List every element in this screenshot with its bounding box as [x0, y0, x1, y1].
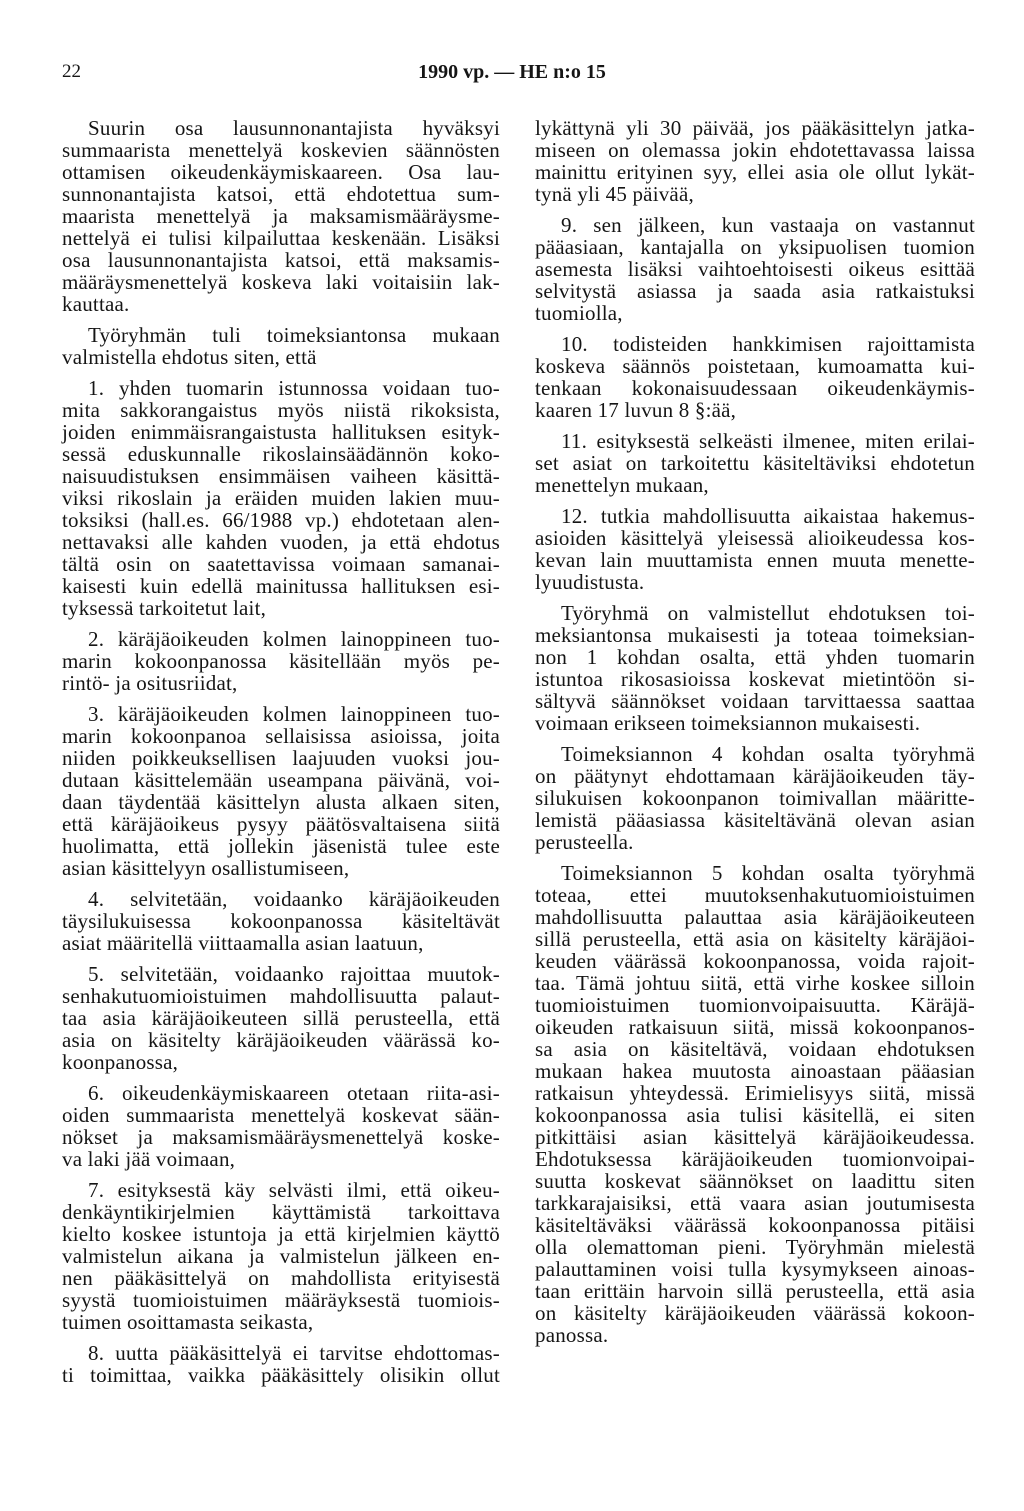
text-line: käsiteltäväksi väärässä kokoonpanossa pitäisi	[535, 1213, 975, 1237]
text-line: rintö- ja ositusriidat,	[62, 671, 238, 695]
paragraph	[535, 117, 975, 205]
text-line: marin kokoonpanoa sellaisissa asioissa, joita	[62, 724, 500, 748]
text-line: täysilukuisessa kokoonpanossa käsiteltävät	[62, 909, 500, 933]
text-line: lemistä pääasiassa käsiteltävänä olevan asian	[535, 808, 975, 832]
text-line: sa asia on käsiteltävä, voidaan ehdotuksen	[535, 1037, 975, 1061]
text-line: Työryhmän tuli toimeksiantonsa mukaan	[88, 323, 500, 347]
text-line: pääasiaan, kantajalla on yksipuolisen tuomion	[535, 235, 975, 259]
text-line: selvitystä asiassa ja saada asia ratkaistuksi	[535, 279, 975, 303]
text-line: taa. Tämä johtuu siitä, että virhe koskee silloin	[535, 971, 975, 995]
paragraph	[535, 862, 975, 1346]
paragraph	[62, 324, 500, 368]
text-line: lyuudistusta.	[535, 570, 645, 594]
text-line: ti toimittaa, vaikka pääkäsittely olisikin ollut	[62, 1363, 500, 1387]
text-line: kielto koskee istuntoja ja että kirjelmien käyttö	[62, 1222, 500, 1246]
running-header: 1990 vp. — HE n:o 15	[418, 61, 606, 83]
text-line: senhakutuomioistuimen mahdollisuutta palaut-	[62, 984, 500, 1008]
text-line: 5. selvitetään, voidaanko rajoittaa muutok-	[88, 962, 500, 986]
text-line: nen pääkäsittelyä on mahdollista erityisestä	[62, 1266, 500, 1290]
text-line: taan erittäin harvoin sillä perusteella, että asia	[535, 1279, 975, 1303]
text-line: Toimeksiannon 5 kohdan osalta työryhmä	[561, 861, 975, 885]
paragraph	[62, 628, 500, 694]
text-line: asiat määritellä viittaamalla asian laatuun,	[62, 931, 424, 955]
text-line: mainittu erityinen syy, ellei asia ole ollut lykät-	[535, 160, 975, 184]
text-line: toksiksi (hall.es. 66/1988 vp.) ehdotetaan alen-	[62, 508, 500, 532]
text-line: valmistelun aikana ja valmistelun jälkeen en-	[62, 1244, 500, 1268]
text-line: tuomioistuimen tuomionvoipaisuutta. Käräjä-	[535, 993, 975, 1017]
text-line: kaisesti kuin edellä mainitussa hallituksen esi-	[62, 574, 500, 598]
text-line: oiden summaarista menettelyä koskevat sään-	[62, 1103, 500, 1127]
text-line: set asiat on tarkoitettu käsiteltäviksi ehdotetun	[535, 451, 975, 475]
text-line: 11. esityksestä selkeästi ilmenee, miten erilai-	[561, 429, 975, 453]
text-line: nettavaksi alle kahden vuoden, ja että ehdotus	[62, 530, 500, 554]
text-line: istuntoa rikosasioissa koskevat mietintöön si-	[535, 667, 975, 691]
right-column	[535, 117, 975, 1346]
text-line: 12. tutkia mahdollisuutta aikaistaa hakemus-	[561, 504, 975, 528]
text-line: nökset ja maksamismääräysmenettelyä koske-	[62, 1125, 500, 1149]
paragraph	[62, 1179, 500, 1333]
text-line: Työryhmä on valmistellut ehdotuksen toi-	[561, 601, 975, 625]
paragraph	[62, 703, 500, 879]
text-line: Toimeksiannon 4 kohdan osalta työryhmä	[561, 742, 975, 766]
text-line: 3. käräjäoikeuden kolmen lainoppineen tuo-	[88, 702, 500, 726]
text-line: maarista menettelyä ja maksamismääräysme-	[62, 204, 500, 228]
text-line: valmistella ehdotus siten, että	[62, 345, 317, 369]
text-line: 4. selvitetään, voidaanko käräjäoikeuden	[88, 887, 500, 911]
text-line: koonpanossa,	[62, 1050, 179, 1074]
paragraph	[535, 602, 975, 734]
text-line: pitkittäisi asian käsittelyä käräjäoikeudessa.	[535, 1125, 975, 1149]
text-line: lykättynä yli 30 päivää, jos pääkäsittelyn jatka-	[535, 116, 975, 140]
text-line: on päätynyt ehdottamaan käräjäoikeuden täy-	[535, 764, 975, 788]
text-line: tynä yli 45 päivää,	[535, 182, 694, 206]
text-line: kevan lain muuttamista ennen muuta menette-	[535, 548, 975, 572]
left-column	[62, 117, 500, 1386]
text-line: tenkaan kokonaisuudessaan oikeudenkäymis-	[535, 376, 975, 400]
paragraph	[62, 377, 500, 619]
text-line: keuden väärässä kokoonpanossa, voida rajoit-	[535, 949, 975, 973]
text-line: tuimen osoittamasta seikasta,	[62, 1310, 314, 1334]
text-line: panossa.	[535, 1323, 609, 1347]
text-line: asemesta lisäksi vaihtoehtoisesti oikeus esittää	[535, 257, 975, 281]
text-line: dutaan käsittelemään useampana päivänä, voi-	[62, 768, 500, 792]
text-line: kauttaa.	[62, 292, 130, 316]
text-line: 8. uutta pääkäsittelyä ei tarvitse ehdottomas-	[88, 1341, 500, 1365]
text-line: asioiden käsittelyä yleisessä alioikeudessa kos-	[535, 526, 975, 550]
text-line: miseen on olemassa jokin ehdotettavassa laissa	[535, 138, 975, 162]
text-line: silukuisen kokoonpanon toimivallan määritte-	[535, 786, 975, 810]
text-line: viksi rikoslain ja eräiden muiden lakien muu-	[62, 486, 500, 510]
text-line: osa lausunnonantajista katsoi, että maksamis-	[62, 248, 500, 272]
text-line: toteaa, ettei muutoksenhakutuomioistuimen	[535, 883, 975, 907]
text-line: tältä osin on saatettavissa voimaan samanai-	[62, 552, 500, 576]
text-line: taa asia käräjäoikeuteen sillä perusteella, että	[62, 1006, 500, 1030]
text-line: on käsitelty käräjäoikeuden väärässä kokoon-	[535, 1301, 975, 1325]
text-line: 1. yhden tuomarin istunnossa voidaan tuo-	[88, 376, 500, 400]
text-line: naisuudistuksen ensimmäisen vaiheen käsittä-	[62, 464, 500, 488]
text-line: 9. sen jälkeen, kun vastaaja on vastannut	[561, 213, 975, 237]
text-line: ottamisen oikeudenkäymiskaareen. Osa lau-	[62, 160, 500, 184]
paragraph	[535, 333, 975, 421]
text-line: 6. oikeudenkäymiskaareen otetaan riita-asi-	[88, 1081, 500, 1105]
paragraph	[62, 963, 500, 1073]
text-line: syystä tuomioistuimen määräyksestä tuomiois-	[62, 1288, 500, 1312]
text-line: Ehdotuksessa käräjäoikeuden tuomionvoipai-	[535, 1147, 975, 1171]
text-line: määräysmenettelyä koskeva laki voitaisiin lak-	[62, 270, 500, 294]
text-line: suutta koskevat säännökset on laadittu siten	[535, 1169, 975, 1193]
text-line: daan täydentää käsittelyn alusta alkaen siten,	[62, 790, 500, 814]
text-line: kaaren 17 luvun 8 §:ää,	[535, 398, 737, 422]
text-line: sunnonantajista katsoi, että ehdotettua sum-	[62, 182, 500, 206]
text-line: niiden poikkeuksellisen laajuuden vuoksi jou-	[62, 746, 500, 770]
paragraph	[62, 117, 500, 315]
text-line: tuomiolla,	[535, 301, 623, 325]
text-line: meksiantonsa mukaisesti ja toteaa toimeksian-	[535, 623, 975, 647]
text-line: summaarista menettelyä koskevien säännösten	[62, 138, 500, 162]
text-line: tyksessä tarkoitetut lait,	[62, 596, 267, 620]
text-line: sessä eduskunnalle rikoslainsäädännön koko-	[62, 442, 500, 466]
text-line: koskeva säännös poistetaan, kumoamatta kui-	[535, 354, 975, 378]
page-number: 22	[62, 61, 81, 82]
paragraph	[535, 214, 975, 324]
text-line: mahdollisuutta palauttaa asia käräjäoikeuteen	[535, 905, 975, 929]
text-line: huolimatta, että jollekin jäsenistä tulee este	[62, 834, 500, 858]
text-line: että käräjäoikeus pysyy päätösvaltaisena siitä	[62, 812, 500, 836]
text-line: sillä perusteella, että asia on käsitelty käräjäoi-	[535, 927, 975, 951]
paragraph	[535, 505, 975, 593]
text-line: va laki jää voimaan,	[62, 1147, 236, 1171]
text-line: mita sakkorangaistus myös niistä rikoksista,	[62, 398, 500, 422]
text-line: palauttaminen voisi tulla kysymykseen ainoas-	[535, 1257, 975, 1281]
text-line: 2. käräjäoikeuden kolmen lainoppineen tuo-	[88, 627, 500, 651]
paragraph	[62, 1082, 500, 1170]
paragraph	[62, 1342, 500, 1386]
text-line: oikeuden ratkaisuun siitä, missä kokoonpanos-	[535, 1015, 975, 1039]
text-line: mukaan hakea muutosta ainoastaan pääasian	[535, 1059, 975, 1083]
text-line: kokoonpanossa asia tulisi käsitellä, ei siten	[535, 1103, 975, 1127]
text-line: Suurin osa lausunnonantajista hyväksyi	[88, 116, 500, 140]
paragraph	[62, 888, 500, 954]
text-line: denkäyntikirjelmien käyttämistä tarkoittava	[62, 1200, 500, 1224]
text-line: marin kokoonpanossa käsitellään myös pe-	[62, 649, 500, 673]
paragraph	[535, 743, 975, 853]
text-line: nettelyä ei tulisi kilpailuttaa keskenään. Lisäksi	[62, 226, 500, 250]
text-line: sältyvä säännökset voidaan tarvittaessa saattaa	[535, 689, 975, 713]
text-line: tarkkarajaisiksi, että vaara asian joutumisesta	[535, 1191, 975, 1215]
text-line: non 1 kohdan osalta, että yhden tuomarin	[535, 645, 975, 669]
text-line: olla olemattoman pieni. Työryhmän mielestä	[535, 1235, 975, 1259]
paragraph	[535, 430, 975, 496]
text-line: asian käsittelyyn osallistumiseen,	[62, 856, 350, 880]
text-line: ratkaisun yhteydessä. Erimielisyys siitä, missä	[535, 1081, 975, 1105]
text-line: 7. esityksestä käy selvästi ilmi, että oikeu-	[88, 1178, 500, 1202]
text-line: asia on käsitelty käräjäoikeuden väärässä ko-	[62, 1028, 500, 1052]
text-line: perusteella.	[535, 830, 634, 854]
text-line: 10. todisteiden hankkimisen rajoittamista	[561, 332, 975, 356]
text-line: menettelyn mukaan,	[535, 473, 709, 497]
text-line: voimaan erikseen toimeksiannon mukaisesti.	[535, 711, 921, 735]
text-line: joiden enimmäisrangaistusta hallituksen esityk-	[62, 420, 500, 444]
